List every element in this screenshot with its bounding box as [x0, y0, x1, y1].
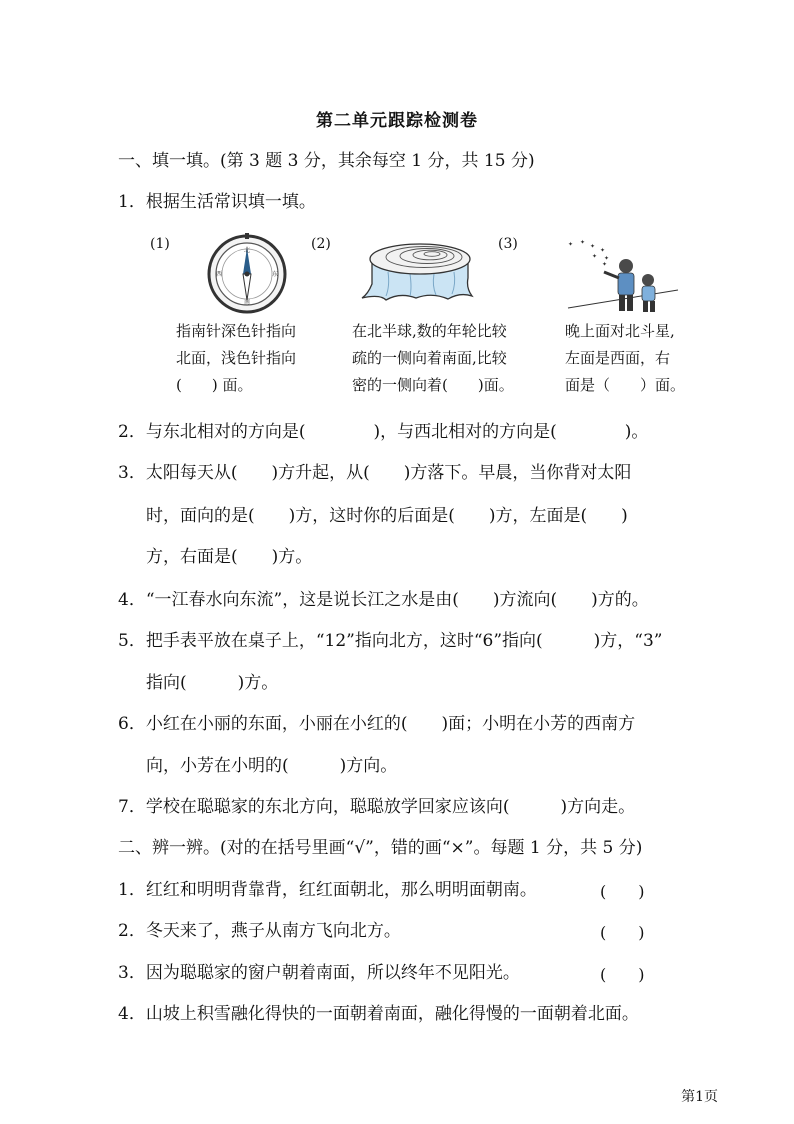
tree-stump-icon — [360, 232, 480, 304]
page-title: 第二单元跟踪检测卷 — [316, 111, 478, 131]
fig1-caption: 指南针深色针指向 北面，浅色针指向 ( ) 面。 — [176, 322, 297, 394]
section2-heading: 二、辨一辨。(对的在括号里画“√”，错的画“×”。每题 1 分，共 5 分) — [118, 838, 643, 858]
tf-answer-paren-3: ( ) — [600, 965, 645, 984]
q2-text: 2．与东北相对的方向是( )，与西北相对的方向是( )。 — [118, 422, 649, 442]
compass-letter-e: 东 — [271, 271, 279, 278]
q5-line1: 5．把手表平放在桌子上，“12”指向北方，这时“6”指向( )方，“3” — [118, 631, 663, 651]
tf-item-2: 2．冬天来了，燕子从南方飞向北方。 — [118, 921, 401, 941]
svg-text:✦: ✦ — [604, 255, 610, 262]
q3-line2: 时，面向的是( )方，这时你的后面是( )方，左面是( ) — [146, 506, 628, 526]
tf-answer-paren-1: ( ) — [600, 882, 645, 901]
tf-item-1: 1．红红和明明背靠背，红红面朝北，那么明明面朝南。 — [118, 880, 537, 900]
q3-line3: 方，右面是( )方。 — [146, 547, 313, 567]
compass-letter-s: 南 — [243, 299, 251, 306]
section1-heading: 一、填一填。(第 3 题 3 分，其余每空 1 分，共 15 分) — [118, 151, 535, 171]
q6-line1: 6．小红在小丽的东面，小丽在小红的( )面；小明在小芳的西南方 — [118, 714, 636, 734]
q3-line1: 3．太阳每天从( )方升起，从( )方落下。早晨，当你背对太阳 — [118, 463, 632, 483]
compass-letter-n: 北 — [243, 247, 251, 254]
q7-text: 7．学校在聪聪家的东北方向，聪聪放学回家应该向( )方向走。 — [118, 797, 636, 817]
q4-text: 4．“一江春水向东流”，这是说长江之水是由( )方流向( )方的。 — [118, 590, 649, 610]
fig3-caption: 晚上面对北斗星, 左面是西面，右 面是（ ）面。 — [565, 322, 686, 394]
page-number: 第1页 — [681, 1089, 718, 1105]
compass-icon — [205, 232, 289, 316]
fig2-label: (2) — [311, 236, 331, 252]
tf-answer-paren-2: ( ) — [600, 923, 645, 942]
fig3-label: (3) — [498, 236, 518, 252]
compass-letter-w: 西 — [215, 271, 223, 278]
q1-text: 1．根据生活常识填一填。 — [118, 192, 316, 212]
tf-item-4: 4．山坡上积雪融化得快的一面朝着南面，融化得慢的一面朝着北面。 — [118, 1004, 639, 1024]
fig2-caption: 在北半球,数的年轮比较 疏的一侧向着南面,比较 密的一侧向着( )面。 — [352, 322, 514, 394]
tf-item-3: 3．因为聪聪家的窗户朝着南面，所以终年不见阳光。 — [118, 963, 520, 983]
stargazing-people-icon — [562, 236, 682, 316]
svg-text:✦: ✦ — [580, 239, 586, 246]
q6-line2: 向，小芳在小明的( )方向。 — [146, 756, 398, 776]
svg-text:✦: ✦ — [600, 247, 606, 254]
q5-line2: 指向( )方。 — [146, 673, 279, 693]
svg-text:✦: ✦ — [592, 253, 598, 260]
svg-text:✦: ✦ — [568, 241, 574, 248]
svg-text:✦: ✦ — [590, 243, 596, 250]
svg-text:✦: ✦ — [602, 261, 608, 268]
fig1-label: (1) — [150, 236, 170, 252]
